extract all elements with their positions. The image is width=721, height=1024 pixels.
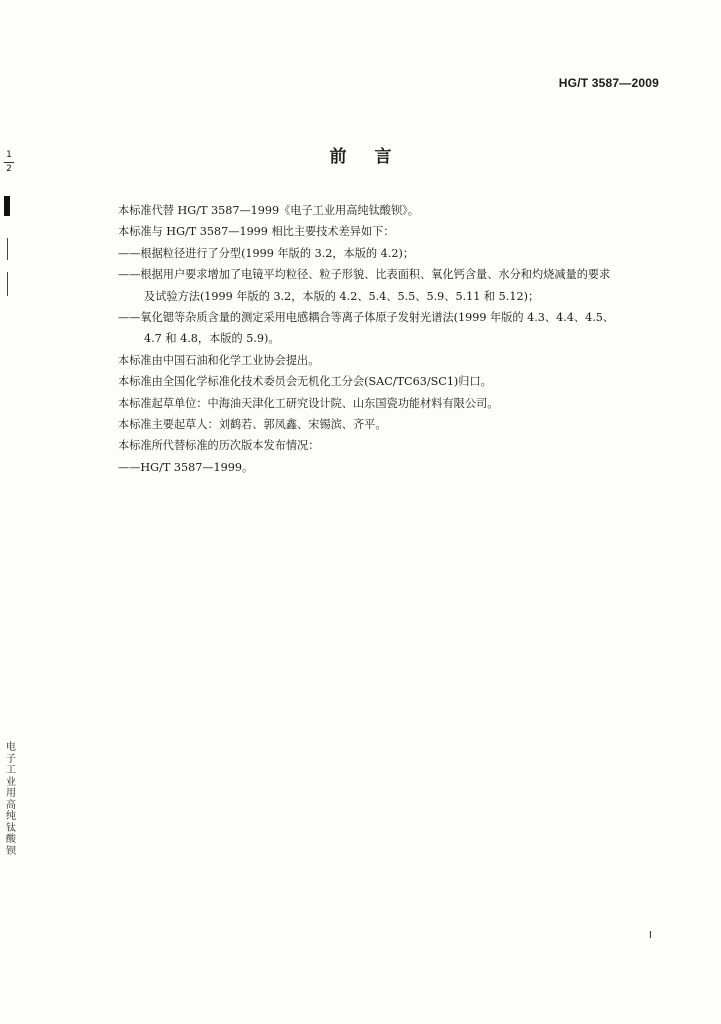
spine-char: 纯 xyxy=(6,811,16,822)
body-line: 及试验方法(1999 年版的 3.2，本版的 4.2、5.4、5.5、5.9、5.11 和 5.12)； xyxy=(144,289,540,303)
fraction-numerator: 1 xyxy=(6,150,12,160)
spine-char: 钛 xyxy=(6,822,16,834)
body-line: ——根据用户要求增加了电镜平均粒径、粒子形貌、比表面积、氧化钙含量、水分和灼烧减量的要求 xyxy=(118,268,611,282)
fraction-denominator: 2 xyxy=(6,164,12,174)
body-line: 本标准所代替标准的历次版本发布情况： xyxy=(118,439,320,453)
body-line: 本标准代替 HG/T 3587—1999《电子工业用高纯钛酸钡》。 xyxy=(118,204,419,217)
spine-char: 酸 xyxy=(6,834,16,845)
body-line: 4.7 和 4.8，本版的 5.9)。 xyxy=(144,332,280,346)
spine-char: 用 xyxy=(6,788,16,799)
spine-char: 子 xyxy=(6,753,16,765)
body-line: 本标准主要起草人：刘鹤若、郭凤鑫、宋锡滨、齐平。 xyxy=(118,418,387,432)
page-number: I xyxy=(649,930,652,941)
foreword-body xyxy=(118,200,678,478)
body-line: 本标准起草单位：中海油天津化工研究设计院、山东国瓷功能材料有限公司。 xyxy=(118,396,499,410)
spine-char: 业 xyxy=(6,776,16,788)
body-line: 本标准与 HG/T 3587—1999 相比主要技术差异如下： xyxy=(118,225,395,239)
spine-char: 电 xyxy=(6,742,16,753)
fraction-bar xyxy=(4,162,14,163)
body-line: ——氧化锶等杂质含量的测定采用电感耦合等离子体原子发射光谱法(1999 年版的 4.3、4.4、4.5、 xyxy=(118,311,615,325)
binding-mark xyxy=(4,196,10,216)
body-line: ——根据粒径进行了分型(1999 年版的 3.2，本版的 4.2)； xyxy=(118,246,415,260)
spine-char: 钡 xyxy=(6,845,16,857)
body-line: 本标准由中国石油和化学工业协会提出。 xyxy=(118,353,320,367)
spine-title xyxy=(4,742,18,857)
binding-tick xyxy=(7,238,8,260)
margin-fraction xyxy=(4,150,14,175)
binding-tick xyxy=(7,272,8,296)
body-line: 本标准由全国化学标准化技术委员会无机化工分会(SAC/TC63/SC1)归口。 xyxy=(118,375,492,389)
spine-char: 高 xyxy=(6,799,16,811)
standard-code: HG/T 3587—2009 xyxy=(558,76,659,90)
page-title: 前言 xyxy=(329,147,420,167)
spine-char: 工 xyxy=(6,765,16,776)
body-line: ——HG/T 3587—1999。 xyxy=(118,460,254,474)
